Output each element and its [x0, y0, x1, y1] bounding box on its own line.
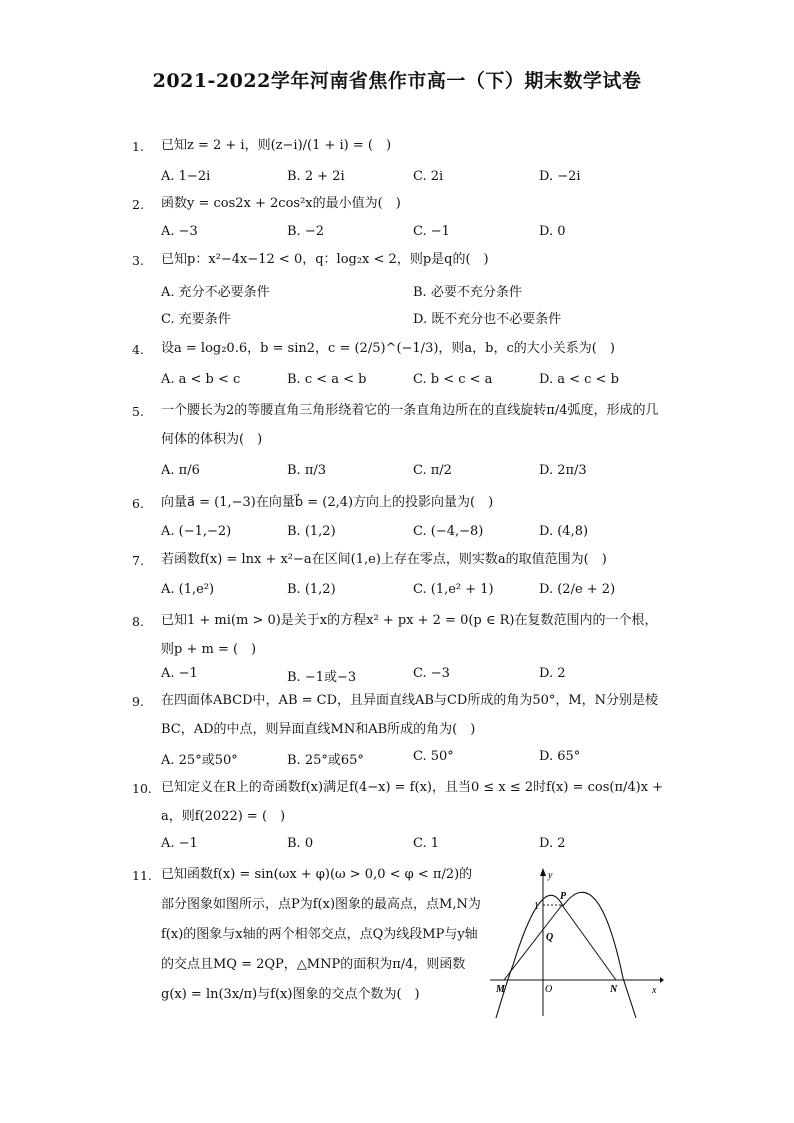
option-c[interactable]: C. π/2 — [413, 463, 452, 478]
option-d[interactable]: D. a < c < b — [539, 372, 619, 387]
option-b[interactable]: B. 0 — [287, 836, 314, 851]
option-b[interactable]: B. 2 + 2i — [287, 169, 345, 184]
question-number: 8. — [132, 614, 144, 629]
option-a[interactable]: A. 1−2i — [161, 169, 211, 184]
question-stem: 设a = log₂0.6，b = sin2，c = (2/5)^(−1/3)，则a，b，c的大小关系为( ) — [161, 341, 615, 356]
question-stem: 已知1 + mi(m > 0)是关于x的方程x² + px + 2 = 0(p ∈ R)在复数范围内的一个根，则p + m = ( ) — [161, 613, 658, 657]
option-c[interactable]: C. b < c < a — [413, 372, 493, 387]
option-a[interactable]: A. (1,e²) — [161, 582, 215, 597]
option-d[interactable]: D. (2/e + 2) — [539, 582, 616, 597]
origin-label: O — [545, 984, 553, 995]
question-number: 1. — [132, 139, 144, 154]
option-b[interactable]: B. −1或−3 — [287, 670, 357, 685]
x-axis-arrow-icon — [660, 977, 664, 983]
option-d[interactable]: D. (4,8) — [539, 524, 589, 539]
option-b[interactable]: B. 必要不充分条件 — [413, 285, 522, 300]
question-number: 6. — [132, 496, 144, 511]
option-b[interactable]: B. (1,2) — [287, 524, 336, 539]
option-a[interactable]: A. −1 — [161, 666, 198, 681]
question-stem: 已知p：x²−4x−12 < 0，q：log₂x < 2，则p是q的( ) — [161, 252, 489, 267]
option-b[interactable]: B. c < a < b — [287, 372, 367, 387]
question-number: 9. — [132, 694, 144, 709]
option-c[interactable]: C. (−4,−8) — [413, 524, 484, 539]
option-a[interactable]: A. a < b < c — [161, 372, 241, 387]
option-c[interactable]: C. 2i — [413, 169, 444, 184]
option-d[interactable]: D. −2i — [539, 169, 581, 184]
option-b[interactable]: B. −2 — [287, 224, 324, 239]
segment-pn — [562, 905, 616, 980]
option-a[interactable]: A. 25°或50° — [161, 753, 238, 768]
option-b[interactable]: B. 25°或65° — [287, 753, 364, 768]
one-label: 1 — [534, 901, 539, 912]
question-stem: 向量a⃗ = (1,−3)在向量b⃗ = (2,4)方向上的投影向量为( ) — [161, 495, 494, 510]
exam-title: 2021-2022学年河南省焦作市高一（下）期末数学试卷 — [152, 70, 642, 92]
option-a[interactable]: A. π/6 — [161, 463, 200, 478]
point-p-label: P — [560, 891, 567, 902]
x-label: x — [652, 985, 657, 996]
option-d[interactable]: D. 65° — [539, 749, 581, 764]
option-d[interactable]: D. 2 — [539, 836, 566, 851]
option-c[interactable]: C. 1 — [413, 836, 440, 851]
question-number: 11. — [132, 868, 152, 883]
option-d[interactable]: D. 既不充分也不必要条件 — [413, 312, 562, 327]
point-m-label: M — [496, 984, 505, 995]
question-number: 4. — [132, 342, 144, 357]
segment-mp — [504, 905, 562, 980]
function-graph — [488, 868, 664, 1018]
point-q-label: Q — [546, 932, 554, 943]
option-b[interactable]: B. (1,2) — [287, 582, 336, 597]
option-d[interactable]: D. 0 — [539, 224, 566, 239]
y-axis-arrow-icon — [540, 868, 546, 876]
option-d[interactable]: D. 2 — [539, 666, 566, 681]
y-label: y — [548, 870, 553, 881]
question-stem: 一个腰长为2的等腰直角三角形绕着它的一条直角边所在的直线旋转π/4弧度，形成的几何体的体积为( ) — [161, 403, 659, 447]
option-c[interactable]: C. 50° — [413, 749, 454, 764]
question-stem: 已知z = 2 + i，则(z−i)/(1 + i) = ( ) — [161, 138, 392, 153]
question-number: 3. — [132, 253, 144, 268]
option-a[interactable]: A. (−1,−2) — [161, 524, 232, 539]
question-stem: 已知定义在R上的奇函数f(x)满足f(4−x) = f(x)，且当0 ≤ x ≤ 2时f(x) = cos(π/4)x + a，则f(2022) = ( ) — [161, 780, 664, 824]
option-c[interactable]: C. −1 — [413, 224, 450, 239]
question-stem: 若函数f(x) = lnx + x²−a在区间(1,e)上存在零点，则实数a的取值范围为( ) — [161, 552, 607, 567]
question-stem: 函数y = cos2x + 2cos²x的最小值为( ) — [161, 196, 401, 211]
question-stem: 在四面体ABCD中，AB = CD，且异面直线AB与CD所成的角为50°，M，N分别是棱BC，AD的中点，则异面直线MN和AB所成的角为( ) — [161, 693, 659, 737]
point-n-label: N — [610, 984, 618, 995]
question-stem: 已知函数f(x) = sin(ωx + φ)(ω > 0,0 < φ < π/2)的部分图象如图所示，点P为f(x)图象的最高点，点M,N为f(x)的图象与x轴的两个相邻交点，点Q为线段MP与y轴的交点且MQ = 2QP，△MNP的面积为π/4，则函数g(x) = ln(3x/π)与f(x)图象的交点个数为( ) — [161, 867, 481, 1002]
option-a[interactable]: A. 充分不必要条件 — [161, 285, 270, 300]
question-number: 2. — [132, 197, 144, 212]
option-c[interactable]: C. (1,e² + 1) — [413, 582, 494, 597]
option-b[interactable]: B. π/3 — [287, 463, 327, 478]
option-a[interactable]: A. −3 — [161, 224, 198, 239]
question-number: 7. — [132, 553, 144, 568]
question-number: 5. — [132, 404, 144, 419]
option-c[interactable]: C. −3 — [413, 666, 450, 681]
option-d[interactable]: D. 2π/3 — [539, 463, 587, 478]
option-c[interactable]: C. 充要条件 — [161, 312, 231, 327]
option-a[interactable]: A. −1 — [161, 836, 198, 851]
question-number: 10. — [132, 781, 152, 796]
